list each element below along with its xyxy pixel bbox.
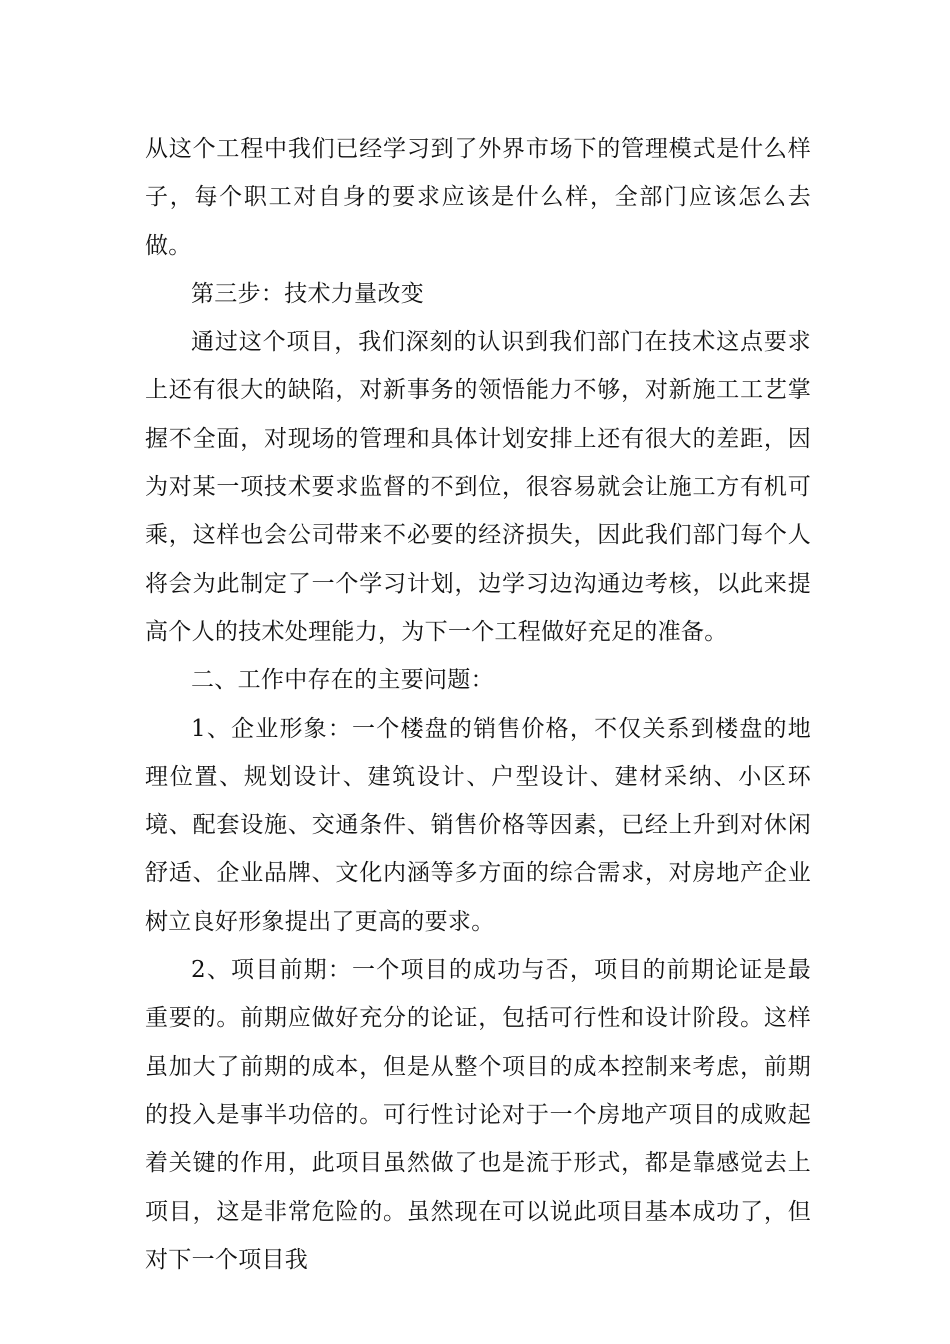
paragraph-corporate-image: 1、企业形象：一个楼盘的销售价格，不仅关系到楼盘的地理位置、规划设计、建筑设计、户型设计、建材采纳、小区环境、配套设施、交通条件、销售价格等因素，已经上升到对休闲舒适、企业品牌、文化内涵等多方面的综合需求，对房地产企业树立良好形象提出了更高的要求。: [145, 715, 811, 935]
paragraph-technical-gaps: 通过这个项目，我们深刻的认识到我们部门在技术这点要求上还有很大的缺陷，对新事务的领悟能力不够，对新施工工艺掌握不全面，对现场的管理和具体计划安排上还有很大的差距，因为对某一项技术要求监督的不到位，很容易就会让施工方有机可乘，这样也会公司带来不必要的经济损失，因此我们部门每个人将会为此制定了一个学习计划，边学习边沟通边考核，以此来提高个人的技术处理能力，为下一个工程做好充足的准备。: [145, 329, 811, 645]
heading-step-three: 第三步：技术力量改变: [191, 280, 424, 307]
heading-main-problems: 二、工作中存在的主要问题：: [191, 667, 494, 694]
body-text: [145, 125, 811, 1284]
paragraph-project-preliminary: 2、项目前期：一个项目的成功与否，项目的前期论证是最重要的。前期应做好充分的论证，包括可行性和设计阶段。这样虽加大了前期的成本，但是从整个项目的成本控制来考虑，前期的投入是事半功倍的。可行性讨论对于一个房地产项目的成败起着关键的作用，此项目虽然做了也是流于形式，都是靠感觉去上项目，这是非常危险的。虽然现在可以说此项目基本成功了，但对下一个项目我: [145, 957, 811, 1273]
paragraph-management-mode: 从这个工程中我们已经学习到了外界市场下的管理模式是什么样子，每个职工对自身的要求应该是什么样，全部门应该怎么去做。: [145, 136, 811, 259]
